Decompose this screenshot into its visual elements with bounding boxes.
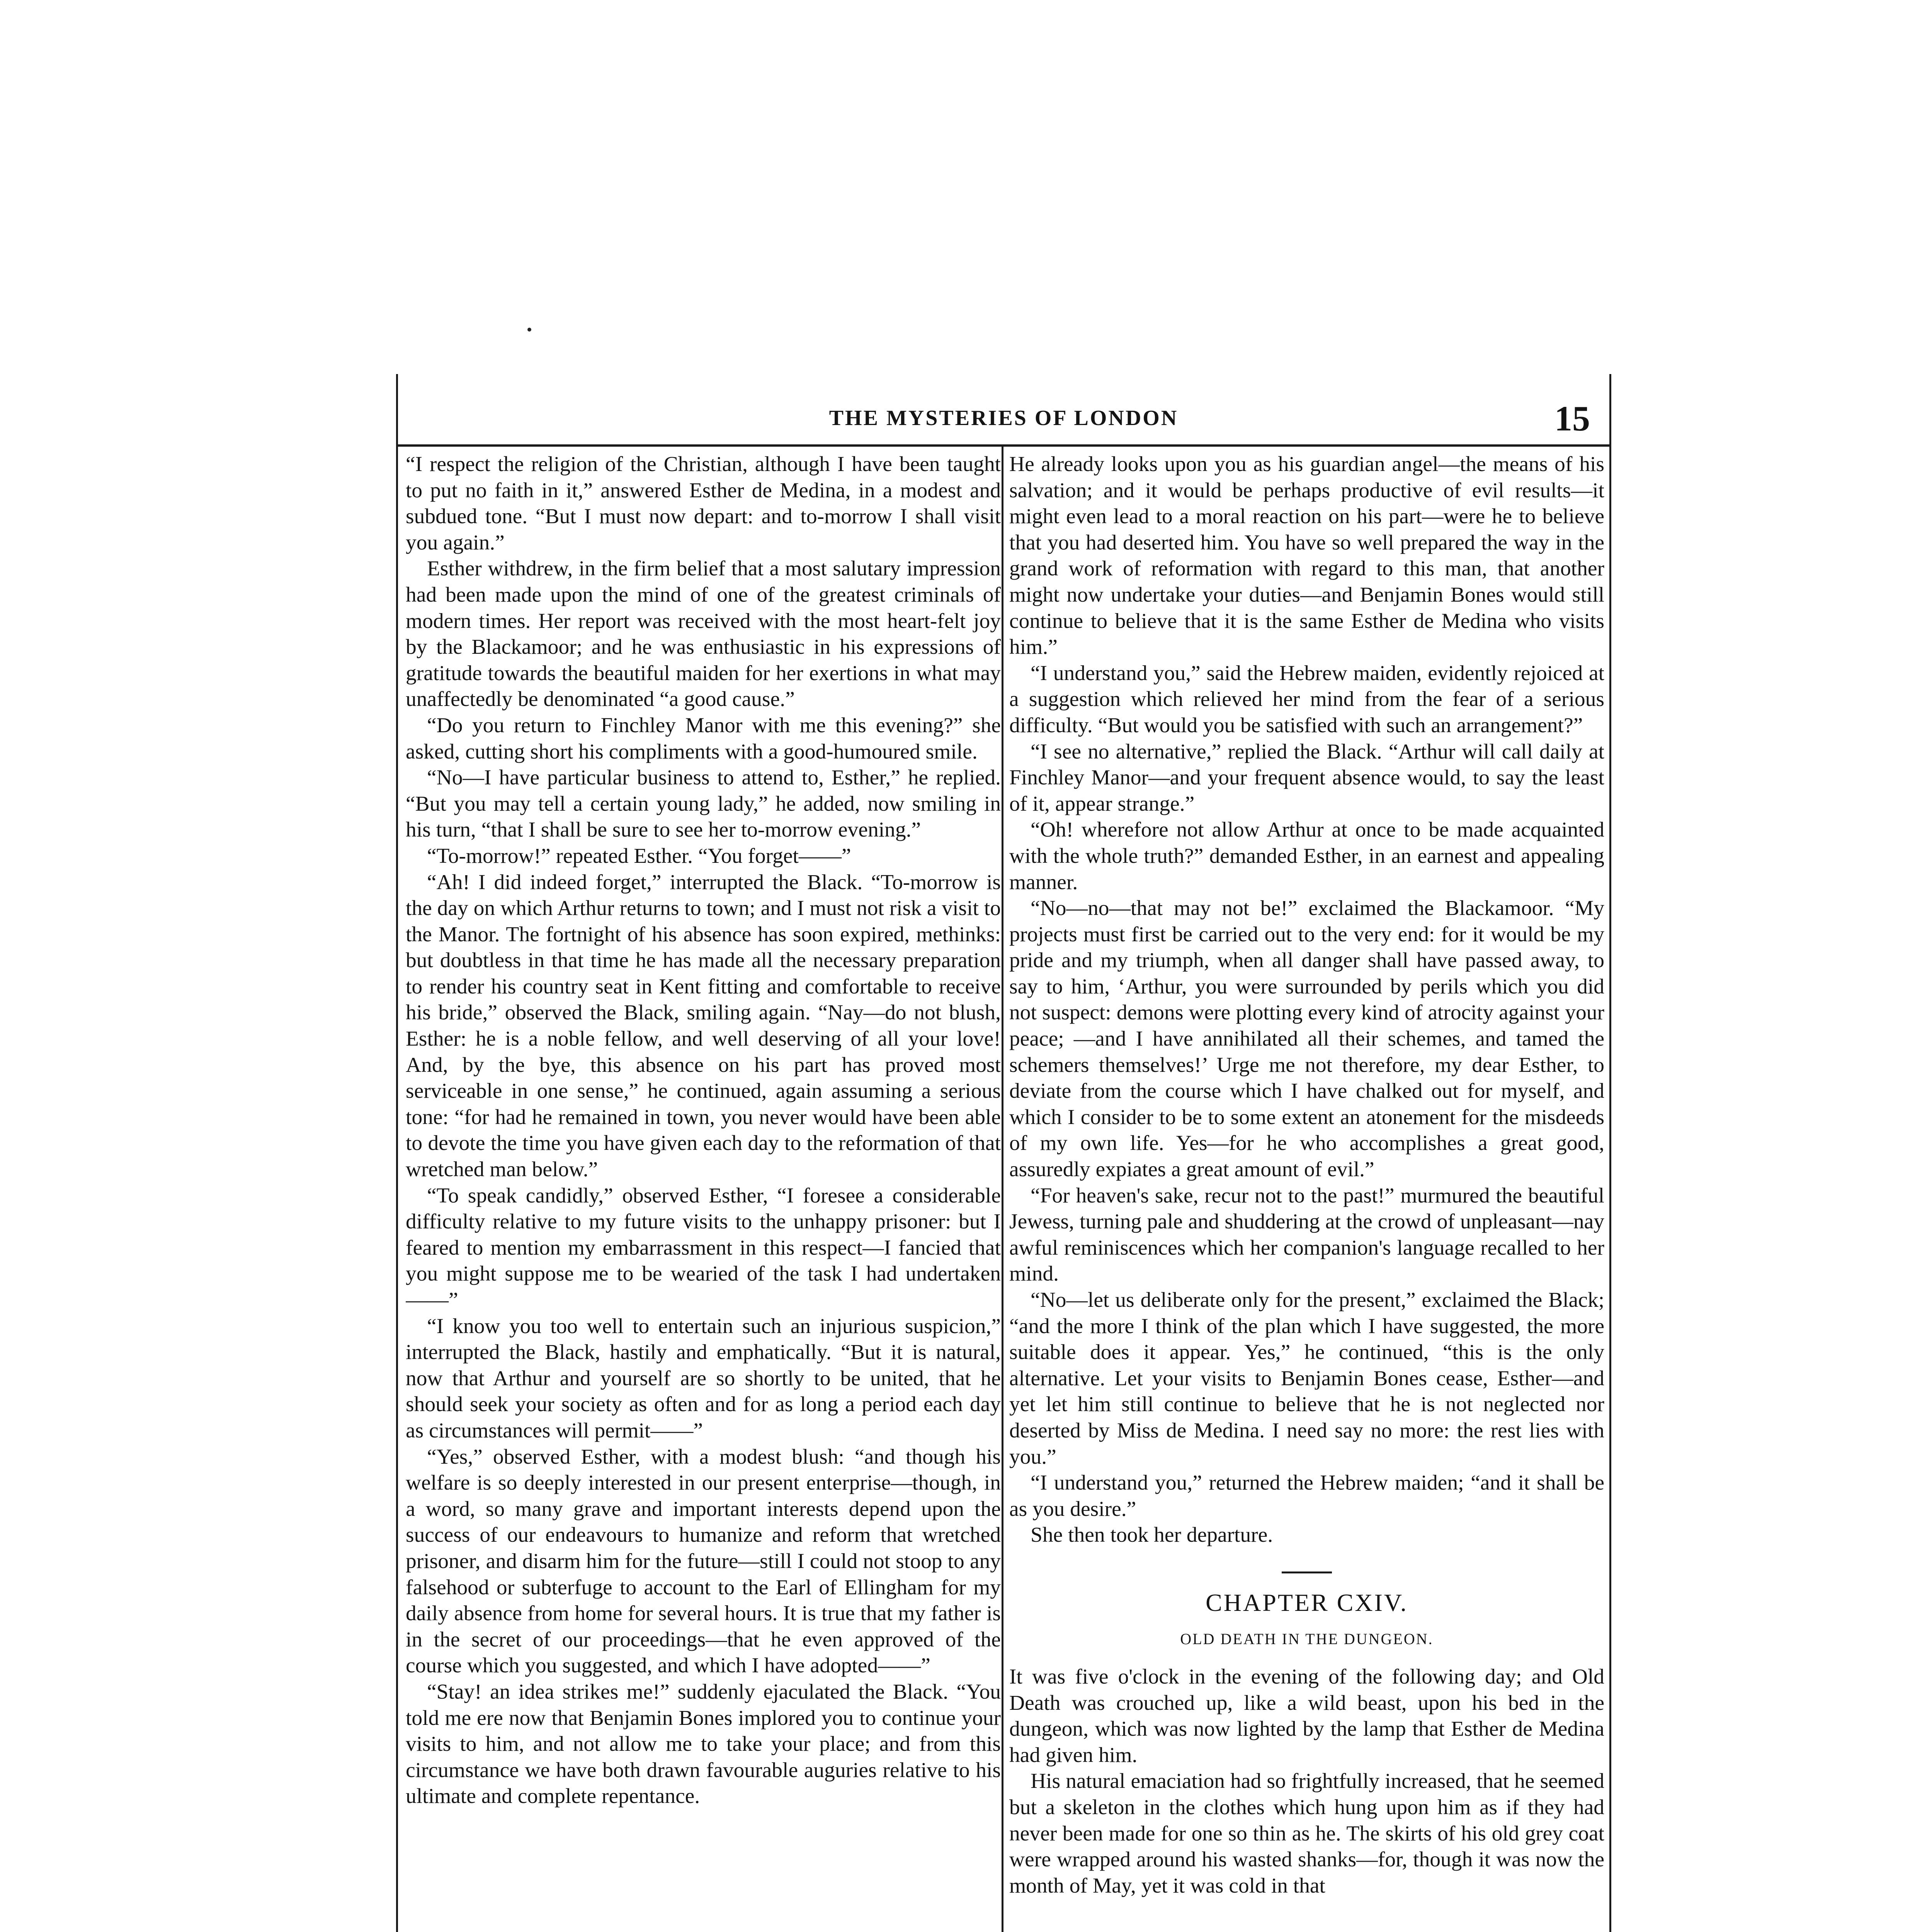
right-column xyxy=(1009,451,1604,1932)
paragraph: His natural emaciation had so frightfully increased, that he seemed but a skeleton in the clothes which hung upon him as if they had never been made for one so thin as he. The skirts of his old grey coat were wrapped around his wasted shanks—for, though it was now the month of May, yet it was cold in that xyxy=(1009,1769,1604,1898)
paragraph: “To-morrow!” repeated Esther. “You forget——” xyxy=(427,844,851,868)
paragraph: “Oh! wherefore not allow Arthur at once to be made acquainted with the whole truth?” demanded Esther, in an earnest and appealing manner. xyxy=(1009,818,1604,894)
print-speck xyxy=(527,328,531,332)
paragraph: “No—let us deliberate only for the present,” exclaimed the Black; “and the more I think of the plan which I have suggested, the more suitable does it appear. Yes,” he continued, “this is the only alternative. Let your visits to Benjamin Bones cease, Esther—and yet let him still continue to believe that he is not neglected nor deserted by Miss de Medina. I need say no more: the rest lies with you.” xyxy=(1009,1288,1604,1469)
paragraph: She then took her departure. xyxy=(1031,1523,1273,1547)
paragraph: He already looks upon you as his guardian angel—the means of his salvation; and it would be perhaps productive of evil results—it might even lead to a moral reaction on his part—were he to believe that you had deserted him. You have so well prepared the way in the grand work of reformation with regard to this man, that another might now undertake your duties—and Benjamin Bones would still continue to believe that it is the same Esther de Medina who visits him.” xyxy=(1009,452,1604,659)
page-number: 15 xyxy=(1554,399,1590,438)
column-divider xyxy=(1002,447,1003,1932)
paragraph: “I understand you,” said the Hebrew maiden, evidently rejoiced at a suggestion which relieved her mind from the fear of a serious difficulty. “But would you be satisfied with such an arrangement?” xyxy=(1009,661,1604,737)
chapter-subtitle: OLD DEATH IN THE DUNGEON. xyxy=(1180,1630,1434,1648)
page-header xyxy=(396,398,1611,444)
paragraph: “I know you too well to entertain such an injurious suspicion,” interrupted the Black, hastily and emphatically. “But it is natural, now that Arthur and yourself are so shortly to be united, that he should seek your society as often and for as long a period each day as circumstances will permit——” xyxy=(406,1314,1001,1442)
paragraph: “Stay! an idea strikes me!” suddenly ejaculated the Black. “You told me ere now that Benjamin Bones implored you to continue your visits to him, and not allow me to take your place; and from this circumstance we have both drawn favourable auguries relative to his ultimate and complete repentance. xyxy=(406,1680,1001,1808)
paragraph: “No—I have particular business to attend to, Esther,” he replied. “But you may tell a certain young lady,” he added, now smiling in his turn, “that I shall be sure to see her to-morrow evening.” xyxy=(406,766,1001,842)
chapter-heading: CHAPTER CXIV. xyxy=(1206,1588,1408,1616)
paragraph: “I understand you,” returned the Hebrew maiden; “and it shall be as you desire.” xyxy=(1009,1471,1604,1521)
paragraph: “I respect the religion of the Christian, although I have been taught to put no faith in it,” answered Esther de Medina, in a modest and subdued tone. “But I must now depart: and to-morrow I shall visit you again.” xyxy=(406,452,1001,554)
paragraph: It was five o'clock in the evening of the following day; and Old Death was crouched up, like a wild beast, upon his bed in the dungeon, which was now lighted by the lamp that Esther de Medina had given him. xyxy=(1009,1665,1604,1767)
paragraph: “Ah! I did indeed forget,” interrupted the Black. “To-morrow is the day on which Arthur returns to town; and I must not risk a visit to the Manor. The fortnight of his absence has soon expired, methinks: but doubtless in that time he has made all the necessary preparation to render his country seat in Kent fitting and comfortable to receive his bride,” observed the Black, smiling again. “Nay—do not blush, Esther: he is a noble fellow, and well deserving of all your love! And, by the bye, this absence on his part has proved most serviceable in one sense,” he continued, again assuming a serious tone: “for had he remained in town, you never would have been able to devote the time you have given each day to the reformation of that wretched man below.” xyxy=(406,870,1001,1182)
chapter-rule xyxy=(1282,1571,1332,1573)
paragraph: “Do you return to Finchley Manor with me this evening?” she asked, cutting short his compliments with a good-humoured smile. xyxy=(406,713,1001,764)
chapter-block xyxy=(1009,1571,1604,1655)
paragraph: “I see no alternative,” replied the Black. “Arthur will call daily at Finchley Manor—and your frequent absence would, to say the least of it, appear strange.” xyxy=(1009,740,1604,816)
paragraph: “No—no—that may not be!” exclaimed the Blackamoor. “My projects must first be carried out to the very end: for it would be my pride and my triumph, when all danger shall have passed away, to say to him, ‘Arthur, you were surrounded by perils which you did not suspect: demons were plotting every kind of atrocity against your peace; —and I have annihilated all their schemes, and tamed the schemers themselves!’ Urge me not therefore, my dear Esther, to deviate from the course which I have chalked out for myself, and which I consider to be to some extent an atonement for the misdeeds of my own life. Yes—for he who accomplishes a great good, assuredly expiates a great amount of evil.” xyxy=(1009,896,1604,1182)
running-title: THE MYSTERIES OF LONDON xyxy=(829,406,1179,430)
paragraph: “For heaven's sake, recur not to the past!” murmured the beautiful Jewess, turning pale and shuddering at the crowd of unpleasant—nay awful reminiscences which her companion's language recalled to her mind. xyxy=(1009,1184,1604,1286)
left-column xyxy=(406,451,1001,1932)
paragraph: Esther withdrew, in the firm belief that a most salutary impression had been made upon the mind of one of the greatest criminals of modern times. Her report was received with the most heart-felt joy by the Blackamoor; and he was enthusiastic in his expressions of gratitude towards the beautiful maiden for her exertions in what may unaffectedly be denominated “a good cause.” xyxy=(406,557,1001,711)
paragraph: “Yes,” observed Esther, with a modest blush: “and though his welfare is so deeply interested in our present enterprise—though, in a word, so many grave and important interests depend upon the success of our endeavours to humanize and reform that wretched prisoner, and disarm him for the future—still I could not stoop to any falsehood or subterfuge to account to the Earl of Ellingham for my daily absence from home for several hours. It is true that my father is in the secret of our proceedings—that he even approved of the course which you suggested, and which I have adopted——” xyxy=(406,1445,1001,1678)
paragraph: “To speak candidly,” observed Esther, “I foresee a considerable difficulty relative to my future visits to the unhappy prisoner: but I feared to mention my embarrassment in this respect—I fancied that you might suppose me to be wearied of the task I had undertaken——” xyxy=(406,1184,1001,1312)
header-rule xyxy=(396,444,1611,447)
